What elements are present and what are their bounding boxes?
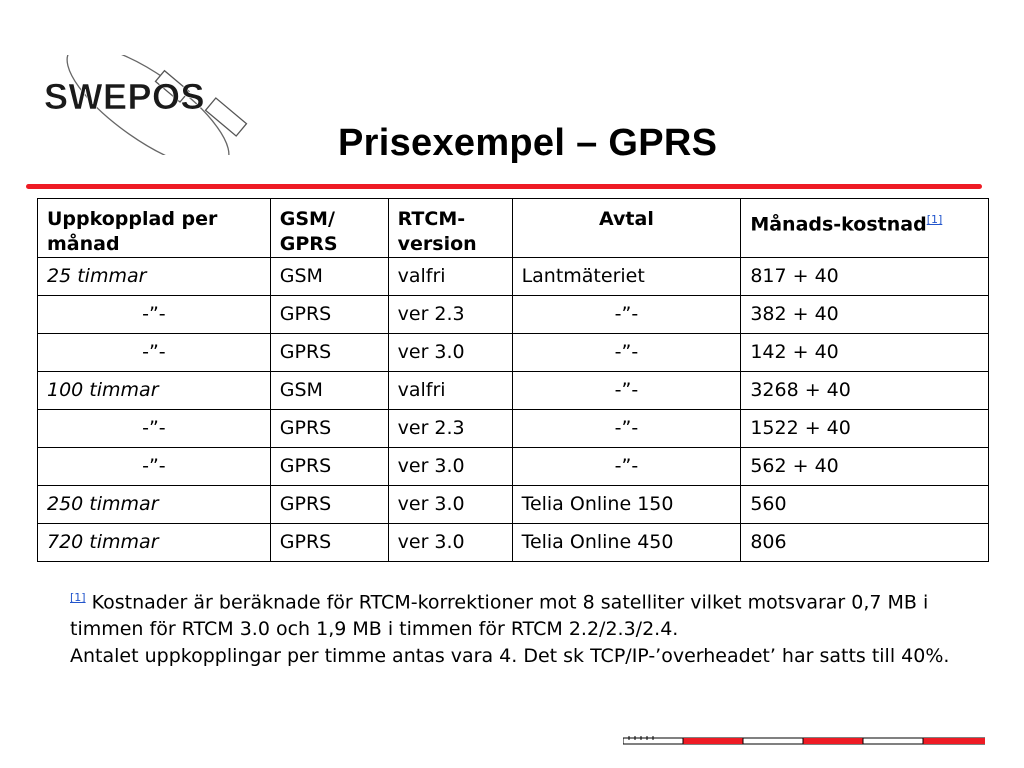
footnote-ref-link[interactable]: [1] (926, 213, 943, 226)
table-row (38, 524, 989, 562)
table-cell: ver 3.0 (388, 448, 512, 486)
swepos-logo (38, 55, 258, 155)
table-cell: GPRS (270, 296, 388, 334)
table-row (38, 334, 989, 372)
title-divider (26, 184, 982, 189)
table-cell: ver 2.3 (388, 296, 512, 334)
table-cell: 250 timmar (38, 486, 271, 524)
header-gsm-gprs: GSM/ GPRS (270, 199, 388, 258)
table-cell: 720 timmar (38, 524, 271, 562)
table-cell: Lantmäteriet (512, 258, 741, 296)
table-cell: GPRS (270, 486, 388, 524)
table-cell: ver 3.0 (388, 524, 512, 562)
table-row (38, 486, 989, 524)
table-cell: GPRS (270, 334, 388, 372)
table-cell: Telia Online 150 (512, 486, 741, 524)
table-cell: -”- (512, 448, 741, 486)
table-row (38, 410, 989, 448)
header-monthly-cost: Månads-kostnad[1] (741, 199, 989, 258)
decorative-scale-bar (623, 736, 985, 746)
table-cell: GPRS (270, 524, 388, 562)
page-title: Prisexempel – GPRS (338, 122, 718, 164)
table-row (38, 258, 989, 296)
table-cell: GPRS (270, 410, 388, 448)
table-cell: 3268 + 40 (741, 372, 989, 410)
footnote-paragraph (70, 584, 950, 643)
table-cell: 100 timmar (38, 372, 271, 410)
price-table (37, 198, 989, 562)
table-cell: -”- (512, 296, 741, 334)
table-cell: valfri (388, 258, 512, 296)
logo-text: SWEPOS (44, 76, 206, 117)
header-contract: Avtal (512, 199, 741, 258)
table-cell: -”- (512, 410, 741, 448)
table-cell: -”- (512, 372, 741, 410)
table-row (38, 372, 989, 410)
table-cell: ver 2.3 (388, 410, 512, 448)
table-cell: Telia Online 450 (512, 524, 741, 562)
footnote-text: Kostnader är beräknade för RTCM-korrektioner mot 8 satelliter vilket motsvarar 0,7 MB i timmen för RTCM 3.0 och 1,9 MB i timmen för RTCM 2.2/2.3/2.4. (70, 591, 929, 641)
table-cell: -”- (38, 296, 271, 334)
table-cell: 806 (741, 524, 989, 562)
table-cell: GSM (270, 372, 388, 410)
footnote (70, 584, 950, 670)
table-row (38, 448, 989, 486)
header-rtcm-version: RTCM-version (388, 199, 512, 258)
satellite-orbit-icon (38, 55, 258, 155)
header-connected-per-month: Uppkopplad per månad (38, 199, 271, 258)
table-cell: ver 3.0 (388, 334, 512, 372)
table-cell: -”- (38, 410, 271, 448)
table-cell: ver 3.0 (388, 486, 512, 524)
table-cell: 1522 + 40 (741, 410, 989, 448)
table-header-row (38, 199, 989, 258)
footnote-paragraph: Antalet uppkopplingar per timme antas vara 4. Det sk TCP/IP-’overheadet’ har satts till 40%. (70, 645, 950, 668)
table-cell: 817 + 40 (741, 258, 989, 296)
table-cell: 562 + 40 (741, 448, 989, 486)
table-cell: valfri (388, 372, 512, 410)
table-cell: GSM (270, 258, 388, 296)
table-cell: GPRS (270, 448, 388, 486)
table-cell: 382 + 40 (741, 296, 989, 334)
footnote-ref-link[interactable]: [1] (70, 591, 86, 604)
table-cell: 25 timmar (38, 258, 271, 296)
table-row (38, 296, 989, 334)
table-cell: -”- (512, 334, 741, 372)
table-cell: 560 (741, 486, 989, 524)
table-cell: -”- (38, 448, 271, 486)
table-cell: -”- (38, 334, 271, 372)
table-cell: 142 + 40 (741, 334, 989, 372)
